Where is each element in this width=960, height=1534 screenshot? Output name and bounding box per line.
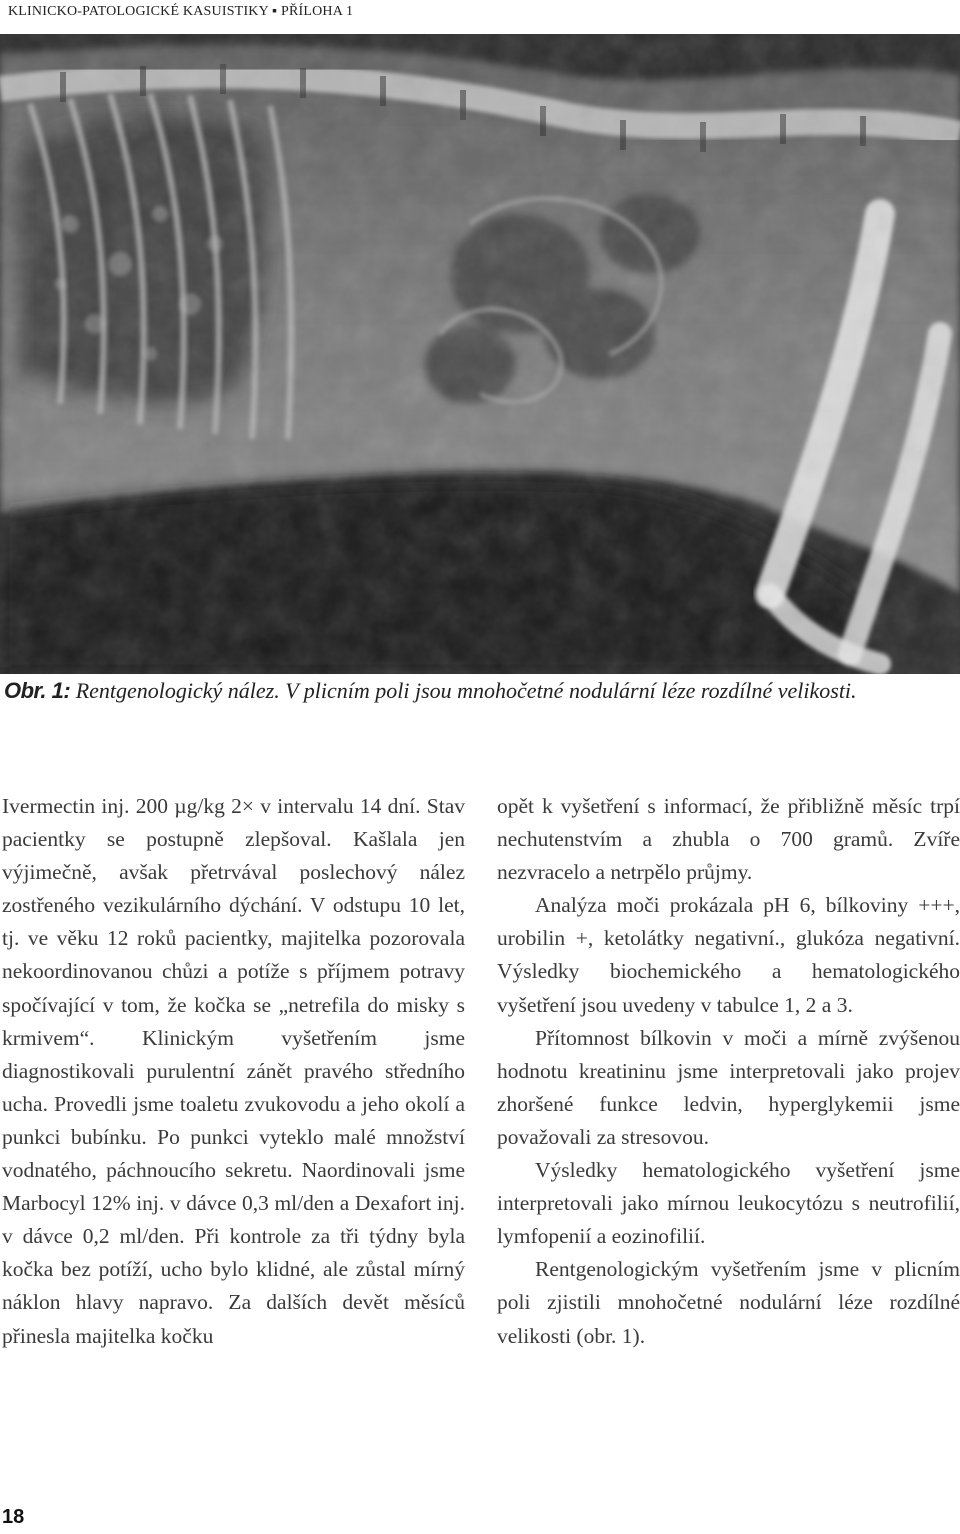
- paragraph-right-5: Rentgenologickým vyšetřením jsme v plicním poli zjistili mnohočetné nodulární léze rozdílné velikosti (obr. 1).: [497, 1257, 960, 1348]
- paragraph-right-1: opět k vyšetření s informací, že přibližně měsíc trpí nechutenstvím a zhubla o 700 gramů. Zvíře nezvracelo a netrpělo průjmy.: [497, 794, 960, 885]
- paragraph-right-3: Přítomnost bílkovin v moči a mírně zvýšenou hodnotu kreatininu jsme interpretovali jako projev zhoršené funkce ledvin, hyperglykemii jsme považovali za stresovou.: [497, 1025, 960, 1149]
- text-column-left: [2, 790, 465, 1353]
- paragraph-right-4: Výsledky hematologického vyšetření jsme interpretovali jako mírnou leukocytózu s neutrofilií, lymfopenií a eozinofilií.: [497, 1158, 960, 1249]
- figure-label: Obr. 1:: [4, 678, 71, 703]
- radiograph-image: [0, 34, 960, 674]
- paragraph-left-1: Ivermectin inj. 200 µg/kg 2× v intervalu 14 dní. Stav pacientky se postupně zlepšoval. Kašlala jen výjimečně, avšak přetrvával poslechový nález zostřeného vezikulárního dýchání. V odstupu 10 let, tj. ve věku 12 roků pacientky, majitelka pozorovala nekoordinovanou chůzi a potíže s příjmem potravy spočívající v tom, že kočka se „netrefila do misky s krmivem“. Klinickým vyšetřením jsme diagnostikovali purulentní zánět pravého středního ucha. Provedli jsme toaletu zvukovodu a jeho okolí a punkci bubínku. Po punkci vyteklo malé množství vodnatého, páchnoucího sekretu. Naordinovali jsme Marbocyl 12% inj. v dávce 0,3 ml/den a Dexafort inj. v dávce 0,2 ml/den. Při kontrole za tři týdny byla kočka bez potíží, ucho bylo klidné, ale zůstal mírný náklon hlavy napravo. Za dalších devět měsíců přinesla majitelka kočku: [2, 794, 465, 1348]
- page-number: 18: [2, 1506, 25, 1528]
- paragraph-right-2: Analýza moči prokázala pH 6, bílkoviny +++, urobilin +, ketolátky negativní., glukóza negativní. Výsledky biochemického a hematologického vyšetření jsou uvedeny v tabulce 1, 2 a 3.: [497, 893, 960, 1017]
- figure-caption: [4, 678, 956, 704]
- text-column-right: [497, 790, 960, 1353]
- running-header: KLINICKO-PATOLOGICKÉ KASUISTIKY ▪ PŘÍLOHA 1: [8, 4, 354, 19]
- figure-caption-text: Rentgenologický nález. V plicním poli jsou mnohočetné nodulární léze rozdílné velikosti.: [70, 678, 857, 703]
